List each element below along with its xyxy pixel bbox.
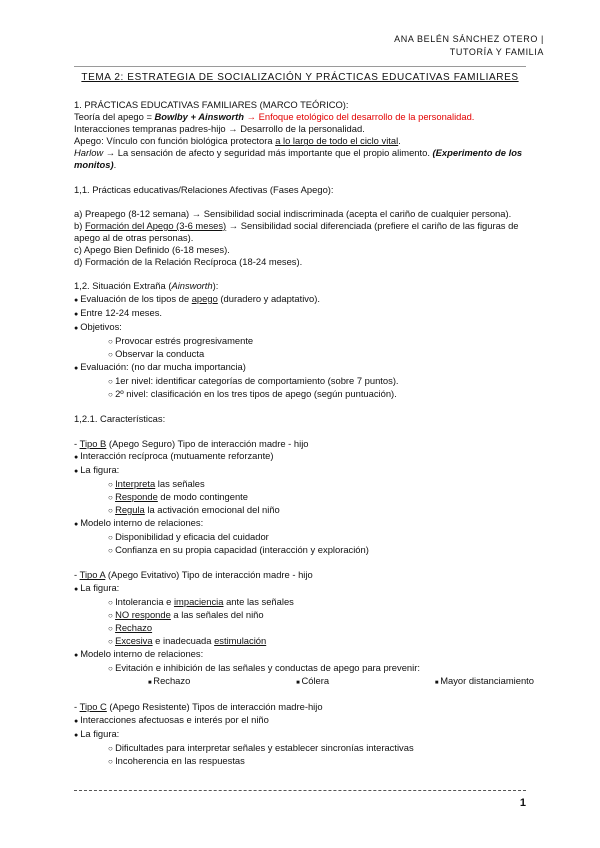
section-1-2-1-heading: 1,2.1. Características: [74, 413, 166, 425]
type-a-excessive: ○ Excesiva e inadecuada estimulación [74, 635, 534, 648]
type-a-avoidance: ○ Evitación e inhibición de las señales y conductas de apego para prevenir: [74, 662, 534, 675]
phase-b: b) Formación del Apego (3-6 meses) → Sensibilidad social diferenciada (prefiere el cariño de las figuras de apego al de otras personas). [74, 219, 519, 244]
bullet-evaluation: ● Evaluación: (no dar mucha importancia) [74, 361, 534, 375]
prevent-anger: ■ Cólera [296, 675, 329, 689]
attachment-theory-line: Teoría del apego = Bowlby + Ainsworth → Enfoque etológico del desarrollo de la personalidad. [74, 111, 475, 123]
type-a-heading: - Tipo A (Apego Evitativo) Tipo de interacción madre - hijo [74, 569, 313, 581]
subject-name: TUTORÍA Y FAMILIA [449, 46, 544, 57]
section-1-1-heading: 1,1. Prácticas educativas/Relaciones Afectivas (Fases Apego): [74, 183, 334, 195]
footer-divider [74, 790, 526, 791]
type-b-heading: - Tipo B (Apego Seguro) Tipo de interacción madre - hijo [74, 437, 309, 449]
early-interactions-line: Interacciones tempranas padres-hijo → Desarrollo de la personalidad. [74, 123, 365, 135]
sub-observe-behavior: ○ Observar la conducta [74, 348, 534, 361]
bullet-objectives: ● Objetivos: [74, 321, 534, 335]
sub-provoke-stress: ○ Provocar estrés progresivamente [74, 335, 534, 348]
prevent-rejection: ■ Rechazo [148, 675, 190, 689]
attachment-definition-line: Apego: Vínculo con función biológica protectora a lo largo de todo el ciclo vital. [74, 135, 401, 147]
type-b-interprets: ○ Interpreta las señales [74, 478, 534, 491]
type-a-internal-model: ● Modelo interno de relaciones: [74, 648, 534, 662]
type-c-incoherence: ○ Incoherencia en las respuestas [74, 755, 534, 768]
bullet-age-range: ● Entre 12-24 meses. [74, 307, 534, 321]
section-1-2-heading: 1,2. Situación Extraña (Ainsworth): [74, 280, 219, 292]
header-divider [74, 66, 526, 67]
prevent-distance: ■ Mayor distanciamiento [435, 675, 534, 689]
type-b-availability: ○ Disponibilidad y eficacia del cuidador [74, 531, 534, 544]
document-body [74, 99, 534, 768]
author-name: ANA BELÉN SÁNCHEZ OTERO | [394, 34, 544, 44]
sub-level-2: ○ 2º nivel: clasificación en los tres tipos de apego (según puntuación). [74, 388, 534, 401]
phase-c: c) Apego Bien Definido (6-18 meses). [74, 244, 230, 256]
type-c-difficulties: ○ Dificultades para interpretar señales y establecer sincronías interactivas [74, 742, 534, 755]
document-header [394, 33, 544, 58]
page-title: TEMA 2: ESTRATEGIA DE SOCIALIZACIÓN Y PRÁCTICAS EDUCATIVAS FAMILIARES [81, 72, 519, 83]
type-a-intolerance: ○ Intolerancia e impaciencia ante las señales [74, 596, 534, 609]
type-b-responds: ○ Responde de modo contingente [74, 491, 534, 504]
sub-level-1: ○ 1er nivel: identificar categorías de comportamiento (sobre 7 puntos). [74, 375, 534, 388]
type-b-figure: ● La figura: [74, 464, 534, 478]
harlow-line: Harlow → La sensación de afecto y seguridad más importante que el propio alimento. (Experimento de los monitos). [74, 147, 523, 171]
type-a-no-response: ○ NO responde a las señales del niño [74, 609, 534, 622]
type-c-heading: - Tipo C (Apego Resistente) Tipos de interacción madre-hijo [74, 701, 323, 713]
type-b-reciprocal: ● Interacción recíproca (mutuamente reforzante) [74, 450, 534, 464]
phase-d: d) Formación de la Relación Recíproca (18-24 meses). [74, 256, 303, 268]
section-1-heading: 1. PRÁCTICAS EDUCATIVAS FAMILIARES (MARCO TEÓRICO): [74, 99, 349, 110]
type-b-regulates: ○ Regula la activación emocional del niño [74, 504, 534, 517]
type-b-confidence: ○ Confianza en su propia capacidad (interacción y exploración) [74, 544, 534, 557]
type-a-rejection: ○ Rechazo [74, 622, 534, 635]
page-number: 1 [519, 797, 526, 809]
phase-a: a) Preapego (8-12 semana) → Sensibilidad social indiscriminada (acepta el cariño de cualquier persona). [74, 207, 512, 219]
type-a-prevent-list [74, 675, 534, 689]
type-b-internal-model: ● Modelo interno de relaciones: [74, 517, 534, 531]
type-a-figure: ● La figura: [74, 582, 534, 596]
bullet-evaluation-types: ● Evaluación de los tipos de apego (duradero y adaptativo). [74, 293, 534, 307]
type-c-figure: ● La figura: [74, 728, 534, 742]
type-c-affection: ● Interacciones afectuosas e interés por el niño [74, 714, 534, 728]
